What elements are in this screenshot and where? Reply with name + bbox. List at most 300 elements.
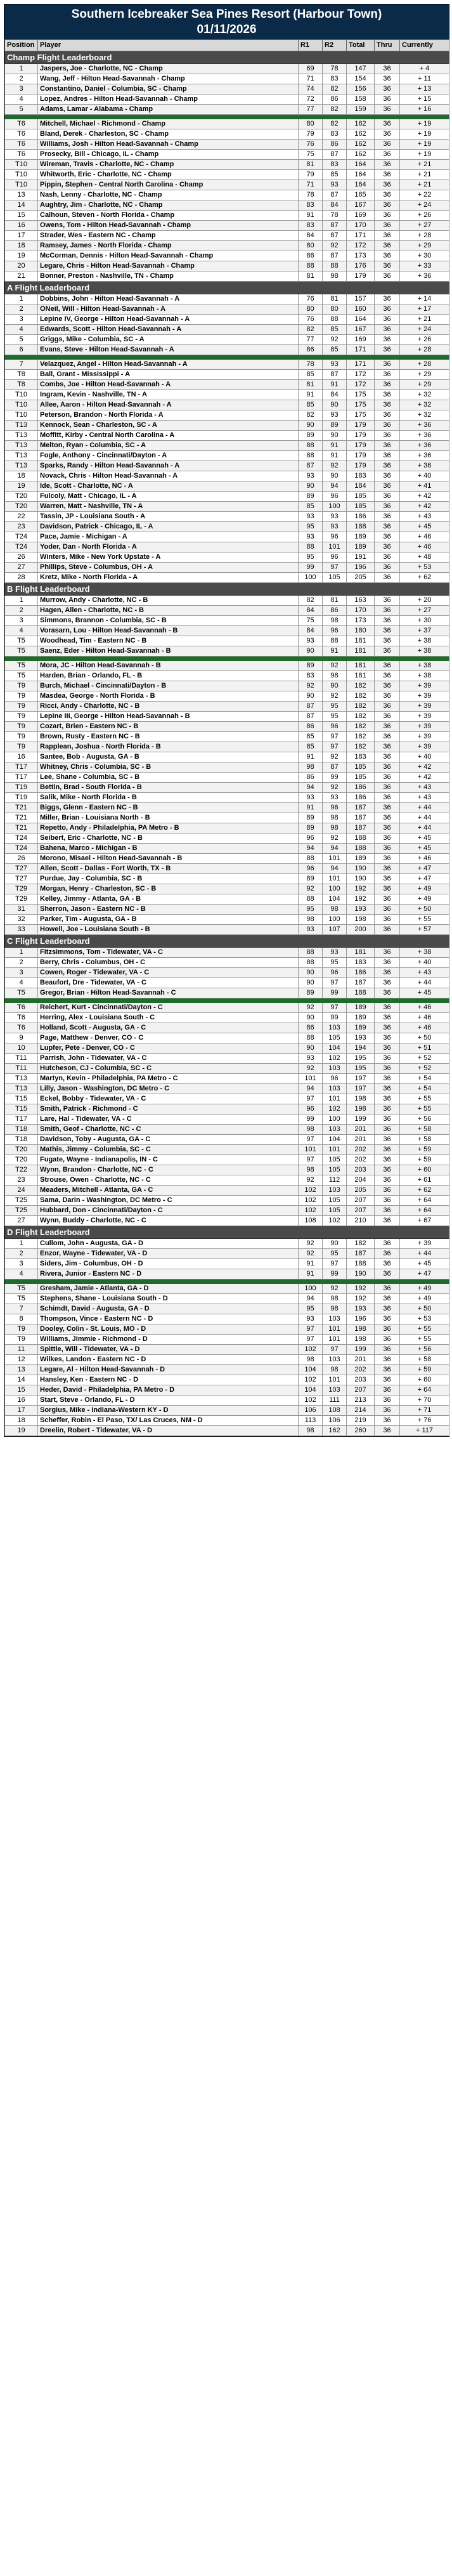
r1-cell: 92 <box>299 1175 323 1186</box>
r1-cell: 95 <box>299 552 323 563</box>
currently-cell: + 46 <box>400 532 449 542</box>
total-cell: 193 <box>347 1033 375 1043</box>
currently-cell: + 49 <box>400 1284 449 1294</box>
r2-cell: 87 <box>323 150 347 160</box>
player-cell: Parker, Tim - Augusta, GA - B <box>38 915 299 925</box>
table-row <box>5 1125 449 1135</box>
r2-cell: 100 <box>323 1115 347 1125</box>
position-cell: T9 <box>5 681 38 691</box>
r1-cell: 85 <box>299 400 323 410</box>
r2-cell: 96 <box>323 492 347 502</box>
player-cell: Stephens, Shane - Louisiana South - D <box>38 1294 299 1304</box>
r2-cell: 81 <box>323 294 347 304</box>
position-cell: T18 <box>5 1135 38 1145</box>
table-row <box>5 948 449 958</box>
currently-cell: + 47 <box>400 864 449 874</box>
r2-cell: 78 <box>323 211 347 221</box>
currently-cell: + 44 <box>400 813 449 823</box>
position-cell: T24 <box>5 542 38 552</box>
position-cell: 27 <box>5 563 38 573</box>
table-row <box>5 451 449 461</box>
total-cell: 154 <box>347 74 375 84</box>
total-cell: 187 <box>347 823 375 834</box>
currently-cell: + 42 <box>400 492 449 502</box>
table-row <box>5 1145 449 1155</box>
total-cell: 181 <box>347 671 375 681</box>
position-cell: T9 <box>5 702 38 712</box>
player-cell: Smith, Geof - Charlotte, NC - C <box>38 1125 299 1135</box>
thru-cell: 36 <box>375 251 400 261</box>
total-cell: 179 <box>347 441 375 451</box>
currently-cell: + 17 <box>400 304 449 315</box>
currently-cell: + 60 <box>400 1375 449 1385</box>
currently-cell: + 16 <box>400 105 449 115</box>
position-cell: 1 <box>5 294 38 304</box>
total-cell: 205 <box>347 573 375 583</box>
player-cell: Allen, Scott - Dallas - Fort Worth, TX - B <box>38 864 299 874</box>
player-cell: Winters, Mike - New York Upstate - A <box>38 552 299 563</box>
currently-cell: + 36 <box>400 421 449 431</box>
position-cell: 23 <box>5 1175 38 1186</box>
r1-cell: 96 <box>299 864 323 874</box>
currently-cell: + 26 <box>400 211 449 221</box>
r2-cell: 97 <box>323 563 347 573</box>
position-cell: T13 <box>5 461 38 471</box>
total-cell: 203 <box>347 1165 375 1175</box>
thru-cell: 36 <box>375 431 400 441</box>
position-cell: 26 <box>5 552 38 563</box>
thru-cell: 36 <box>375 421 400 431</box>
thru-cell: 36 <box>375 712 400 722</box>
position-cell: T9 <box>5 1335 38 1345</box>
currently-cell: + 45 <box>400 522 449 532</box>
player-cell: Ball, Grant - Mississippi - A <box>38 370 299 380</box>
position-cell: 13 <box>5 1365 38 1375</box>
player-cell: Combs, Joe - Hilton Head-Savannah - A <box>38 380 299 390</box>
r2-cell: 105 <box>323 1155 347 1165</box>
player-cell: Enzor, Wayne - Tidewater, VA - D <box>38 1249 299 1259</box>
thru-cell: 36 <box>375 681 400 691</box>
thru-cell: 36 <box>375 864 400 874</box>
r1-cell: 84 <box>299 231 323 241</box>
total-cell: 163 <box>347 596 375 606</box>
currently-cell: + 36 <box>400 271 449 282</box>
thru-cell: 36 <box>375 1355 400 1365</box>
r1-cell: 74 <box>299 84 323 95</box>
currently-cell: + 44 <box>400 823 449 834</box>
player-cell: Kretz, Mike - North Florida - A <box>38 573 299 583</box>
r2-cell: 97 <box>323 1003 347 1013</box>
thru-cell: 36 <box>375 773 400 783</box>
position-cell: 3 <box>5 616 38 626</box>
currently-cell: + 49 <box>400 884 449 894</box>
r2-cell: 82 <box>323 84 347 95</box>
position-cell: T24 <box>5 834 38 844</box>
currently-cell: + 59 <box>400 1145 449 1155</box>
position-cell: 24 <box>5 1186 38 1196</box>
thru-cell: 36 <box>375 360 400 370</box>
position-cell: T5 <box>5 636 38 646</box>
position-cell: T20 <box>5 1155 38 1165</box>
position-cell: 16 <box>5 221 38 231</box>
r2-cell: 92 <box>323 661 347 671</box>
r1-cell: 81 <box>299 380 323 390</box>
position-cell: T25 <box>5 1206 38 1216</box>
table-row <box>5 1206 449 1216</box>
thru-cell: 36 <box>375 1023 400 1033</box>
total-cell: 198 <box>347 1094 375 1104</box>
thru-cell: 36 <box>375 834 400 844</box>
player-cell: Cullom, John - Augusta, GA - D <box>38 1239 299 1249</box>
player-cell: Whitney, Chris - Columbia, SC - B <box>38 762 299 773</box>
r1-cell: 85 <box>299 732 323 742</box>
currently-cell: + 28 <box>400 360 449 370</box>
r2-cell: 103 <box>323 1084 347 1094</box>
table-row <box>5 552 449 563</box>
r2-cell: 97 <box>323 978 347 988</box>
currently-cell: + 46 <box>400 1023 449 1033</box>
total-cell: 173 <box>347 616 375 626</box>
r2-cell: 96 <box>323 968 347 978</box>
position-cell: T9 <box>5 1324 38 1335</box>
position-cell: T17 <box>5 1115 38 1125</box>
r1-cell: 88 <box>299 854 323 864</box>
flight-section-header <box>5 935 449 948</box>
currently-cell: + 50 <box>400 1033 449 1043</box>
thru-cell: 36 <box>375 626 400 636</box>
currently-cell: + 38 <box>400 646 449 657</box>
position-cell: T21 <box>5 803 38 813</box>
table-row <box>5 64 449 74</box>
thru-cell: 36 <box>375 844 400 854</box>
table-row <box>5 958 449 968</box>
player-cell: Hansley, Ken - Eastern NC - D <box>38 1375 299 1385</box>
currently-cell: + 55 <box>400 1104 449 1115</box>
cut-line-divider <box>5 355 449 360</box>
r2-cell: 91 <box>323 646 347 657</box>
currently-cell: + 29 <box>400 380 449 390</box>
player-cell: Calhoun, Steven - North Florida - Champ <box>38 211 299 221</box>
currently-cell: + 28 <box>400 345 449 355</box>
r2-cell: 98 <box>323 1304 347 1314</box>
r2-cell: 92 <box>323 834 347 844</box>
total-cell: 179 <box>347 271 375 282</box>
r2-cell: 90 <box>323 471 347 481</box>
player-cell: Legare, Al - Hilton Head-Savannah - D <box>38 1365 299 1375</box>
r1-cell: 90 <box>299 978 323 988</box>
thru-cell: 36 <box>375 1064 400 1074</box>
r2-cell: 97 <box>323 1345 347 1355</box>
position-cell: T6 <box>5 1023 38 1033</box>
table-row <box>5 1239 449 1249</box>
r2-cell: 103 <box>323 1186 347 1196</box>
r2-cell: 90 <box>323 1239 347 1249</box>
table-row <box>5 1135 449 1145</box>
total-cell: 191 <box>347 552 375 563</box>
r2-cell: 93 <box>323 180 347 190</box>
table-row <box>5 400 449 410</box>
thru-cell: 36 <box>375 1385 400 1396</box>
thru-cell: 36 <box>375 481 400 492</box>
table-row <box>5 762 449 773</box>
thru-cell: 36 <box>375 441 400 451</box>
cut-line-divider <box>5 998 449 1003</box>
player-cell: Aughtry, Jim - Charlotte, NC - Champ <box>38 200 299 211</box>
total-cell: 205 <box>347 1186 375 1196</box>
r1-cell: 90 <box>299 421 323 431</box>
r2-cell: 90 <box>323 681 347 691</box>
table-row <box>5 752 449 762</box>
r1-cell: 94 <box>299 783 323 793</box>
player-cell: Hubbard, Don - Cincinnati/Dayton - C <box>38 1206 299 1216</box>
total-cell: 170 <box>347 221 375 231</box>
table-row <box>5 823 449 834</box>
thru-cell: 36 <box>375 304 400 315</box>
total-cell: 213 <box>347 1396 375 1406</box>
thru-cell: 36 <box>375 190 400 200</box>
thru-cell: 36 <box>375 1416 400 1426</box>
player-cell: Prosecky, Bill - Chicago, IL - Champ <box>38 150 299 160</box>
total-cell: 175 <box>347 400 375 410</box>
column-header-total: Total <box>347 40 375 51</box>
r2-cell: 84 <box>323 200 347 211</box>
total-cell: 204 <box>347 1175 375 1186</box>
currently-cell: + 55 <box>400 1094 449 1104</box>
player-cell: Howell, Joe - Louisiana South - B <box>38 925 299 935</box>
player-cell: Beaufort, Dre - Tidewater, VA - C <box>38 978 299 988</box>
table-row <box>5 294 449 304</box>
r1-cell: 95 <box>299 522 323 532</box>
player-cell: Holland, Scott - Augusta, GA - C <box>38 1023 299 1033</box>
player-cell: Martyn, Kevin - Philadelphia, PA Metro - C <box>38 1074 299 1084</box>
r1-cell: 87 <box>299 461 323 471</box>
total-cell: 201 <box>347 1125 375 1135</box>
r1-cell: 102 <box>299 1375 323 1385</box>
player-cell: Woodhead, Tim - Eastern NC - B <box>38 636 299 646</box>
table-row <box>5 894 449 905</box>
currently-cell: + 27 <box>400 221 449 231</box>
r1-cell: 106 <box>299 1406 323 1416</box>
player-cell: Cozart, Brien - Eastern NC - B <box>38 722 299 732</box>
total-cell: 187 <box>347 813 375 823</box>
player-cell: Mitchell, Michael - Richmond - Champ <box>38 119 299 129</box>
column-header-currently: Currently <box>400 40 449 51</box>
position-cell: T9 <box>5 742 38 752</box>
r2-cell: 92 <box>323 241 347 251</box>
player-cell: Williams, Josh - Hilton Head-Savannah - Champ <box>38 140 299 150</box>
table-row <box>5 1074 449 1084</box>
player-cell: Novack, Chris - Hilton Head-Savannah - A <box>38 471 299 481</box>
table-row <box>5 573 449 583</box>
r1-cell: 88 <box>299 1033 323 1043</box>
r2-cell: 96 <box>323 803 347 813</box>
r1-cell: 82 <box>299 596 323 606</box>
total-cell: 185 <box>347 502 375 512</box>
r1-cell: 91 <box>299 1259 323 1269</box>
table-row <box>5 1269 449 1279</box>
r1-cell: 95 <box>299 905 323 915</box>
table-row <box>5 1259 449 1269</box>
player-cell: Fogle, Anthony - Cincinnati/Dayton - A <box>38 451 299 461</box>
currently-cell: + 60 <box>400 1165 449 1175</box>
total-cell: 182 <box>347 1239 375 1249</box>
position-cell: 16 <box>5 1396 38 1406</box>
position-cell: T5 <box>5 671 38 681</box>
total-cell: 169 <box>347 211 375 221</box>
r2-cell: 101 <box>323 874 347 884</box>
r2-cell: 80 <box>323 304 347 315</box>
currently-cell: + 37 <box>400 626 449 636</box>
flight-section-title: C Flight Leaderboard <box>5 935 449 948</box>
r2-cell: 105 <box>323 1033 347 1043</box>
r2-cell: 90 <box>323 400 347 410</box>
position-cell: T25 <box>5 1196 38 1206</box>
thru-cell: 36 <box>375 345 400 355</box>
position-cell: 28 <box>5 573 38 583</box>
thru-cell: 36 <box>375 271 400 282</box>
position-cell: 4 <box>5 325 38 335</box>
thru-cell: 36 <box>375 140 400 150</box>
player-cell: Seibert, Eric - Charlotte, NC - B <box>38 834 299 844</box>
total-cell: 189 <box>347 854 375 864</box>
r1-cell: 93 <box>299 636 323 646</box>
table-row <box>5 84 449 95</box>
position-cell: 7 <box>5 1304 38 1314</box>
table-row <box>5 813 449 823</box>
table-row <box>5 481 449 492</box>
position-cell: 3 <box>5 968 38 978</box>
position-cell: T9 <box>5 722 38 732</box>
total-cell: 195 <box>347 1064 375 1074</box>
player-cell: Thompson, Vince - Eastern NC - D <box>38 1314 299 1324</box>
table-row <box>5 606 449 616</box>
thru-cell: 36 <box>375 958 400 968</box>
r2-cell: 92 <box>323 335 347 345</box>
player-cell: Miller, Brian - Louisiana North - B <box>38 813 299 823</box>
player-cell: Evans, Steve - Hilton Head-Savannah - A <box>38 345 299 355</box>
r1-cell: 90 <box>299 1043 323 1054</box>
r1-cell: 76 <box>299 294 323 304</box>
position-cell: 2 <box>5 1249 38 1259</box>
currently-cell: + 43 <box>400 783 449 793</box>
currently-cell: + 58 <box>400 1125 449 1135</box>
thru-cell: 36 <box>375 762 400 773</box>
column-header-row <box>5 40 449 51</box>
thru-cell: 36 <box>375 1335 400 1345</box>
currently-cell: + 39 <box>400 722 449 732</box>
currently-cell: + 50 <box>400 905 449 915</box>
r2-cell: 162 <box>323 1426 347 1436</box>
currently-cell: + 36 <box>400 431 449 441</box>
r2-cell: 104 <box>323 894 347 905</box>
total-cell: 189 <box>347 1023 375 1033</box>
r1-cell: 84 <box>299 626 323 636</box>
r1-cell: 96 <box>299 834 323 844</box>
currently-cell: + 19 <box>400 119 449 129</box>
table-row <box>5 742 449 752</box>
thru-cell: 36 <box>375 1003 400 1013</box>
total-cell: 187 <box>347 978 375 988</box>
table-row <box>5 661 449 671</box>
table-row <box>5 542 449 552</box>
position-cell: T18 <box>5 1125 38 1135</box>
currently-cell: + 46 <box>400 854 449 864</box>
r1-cell: 98 <box>299 1426 323 1436</box>
r2-cell: 87 <box>323 370 347 380</box>
r2-cell: 91 <box>323 380 347 390</box>
r1-cell: 97 <box>299 1335 323 1345</box>
table-row <box>5 335 449 345</box>
table-row <box>5 1406 449 1416</box>
r2-cell: 103 <box>323 1385 347 1396</box>
r1-cell: 85 <box>299 502 323 512</box>
r1-cell: 102 <box>299 1396 323 1406</box>
total-cell: 180 <box>347 626 375 636</box>
position-cell: 3 <box>5 315 38 325</box>
r1-cell: 75 <box>299 150 323 160</box>
player-cell: Purdue, Jay - Columbia, SC - B <box>38 874 299 884</box>
currently-cell: + 39 <box>400 1239 449 1249</box>
thru-cell: 36 <box>375 1196 400 1206</box>
total-cell: 192 <box>347 894 375 905</box>
thru-cell: 36 <box>375 1145 400 1155</box>
currently-cell: + 54 <box>400 1084 449 1094</box>
player-cell: Saenz, Eder - Hilton Head-Savannah - B <box>38 646 299 657</box>
currently-cell: + 46 <box>400 1003 449 1013</box>
r1-cell: 81 <box>299 160 323 170</box>
currently-cell: + 56 <box>400 1115 449 1125</box>
total-cell: 196 <box>347 1314 375 1324</box>
total-cell: 147 <box>347 64 375 74</box>
position-cell: T13 <box>5 441 38 451</box>
flight-section-title: D Flight Leaderboard <box>5 1226 449 1239</box>
currently-cell: + 40 <box>400 958 449 968</box>
thru-cell: 36 <box>375 752 400 762</box>
table-row <box>5 596 449 606</box>
r1-cell: 86 <box>299 722 323 732</box>
table-row <box>5 671 449 681</box>
position-cell: T6 <box>5 1013 38 1023</box>
r1-cell: 71 <box>299 180 323 190</box>
table-row <box>5 1426 449 1436</box>
player-cell: Strader, Wes - Eastern NC - Champ <box>38 231 299 241</box>
total-cell: 188 <box>347 1259 375 1269</box>
currently-cell: + 51 <box>400 1043 449 1054</box>
thru-cell: 36 <box>375 74 400 84</box>
table-row <box>5 681 449 691</box>
thru-cell: 36 <box>375 1125 400 1135</box>
position-cell: T5 <box>5 988 38 998</box>
r1-cell: 108 <box>299 1216 323 1226</box>
player-cell: Meaders, Mitchell - Atlanta, GA - C <box>38 1186 299 1196</box>
column-header-r2: R2 <box>323 40 347 51</box>
table-row <box>5 160 449 170</box>
flight-section-title: A Flight Leaderboard <box>5 282 449 294</box>
r1-cell: 88 <box>299 451 323 461</box>
column-header-r1: R1 <box>299 40 323 51</box>
table-row <box>5 722 449 732</box>
thru-cell: 36 <box>375 492 400 502</box>
player-cell: Page, Matthew - Denver, CO - C <box>38 1033 299 1043</box>
thru-cell: 36 <box>375 823 400 834</box>
player-cell: Ramsey, James - North Florida - Champ <box>38 241 299 251</box>
player-cell: Siders, Jim - Columbus, OH - D <box>38 1259 299 1269</box>
table-row <box>5 646 449 657</box>
player-cell: Wang, Jeff - Hilton Head-Savannah - Champ <box>38 74 299 84</box>
thru-cell: 36 <box>375 1165 400 1175</box>
currently-cell: + 44 <box>400 978 449 988</box>
table-row <box>5 180 449 190</box>
